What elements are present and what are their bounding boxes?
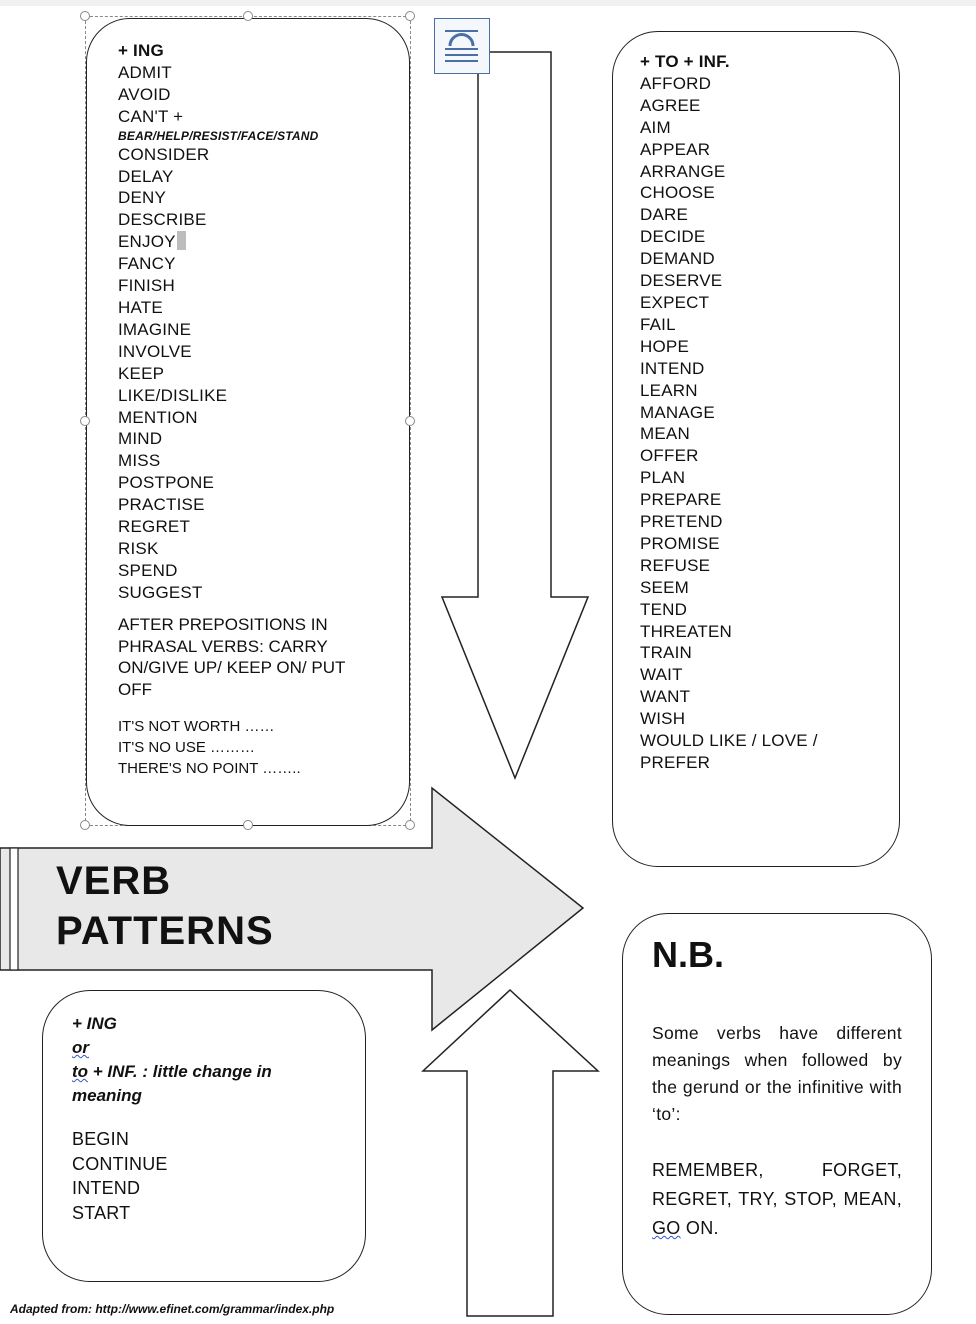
list-item: ENJOY	[118, 231, 319, 253]
heading-line: meaning	[72, 1086, 142, 1105]
list-item: WANT	[640, 687, 691, 707]
resize-handle[interactable]	[405, 820, 415, 830]
list-item: RISK	[118, 538, 159, 558]
list-item: AVOID	[118, 84, 171, 104]
heading-line: + ING	[72, 1014, 117, 1033]
list-item: DEMAND	[640, 249, 715, 269]
title-line: PATTERNS	[56, 909, 274, 953]
expression-line: IT'S NO USE ………	[118, 739, 256, 756]
list-item: WISH	[640, 709, 686, 729]
list-item: FINISH	[118, 276, 175, 296]
list-item: DESCRIBE	[118, 210, 207, 230]
to-inf-verb-list	[640, 51, 818, 774]
title-line: VERB	[56, 859, 172, 903]
list-item: HOPE	[640, 336, 689, 356]
source-footer: Adapted from: http://www.efinet.com/grammar/index.php	[10, 1302, 335, 1316]
list-item: AFFORD	[640, 73, 712, 93]
ing-expressions	[118, 716, 301, 779]
heading-line: or	[72, 1038, 89, 1057]
resize-handle[interactable]	[405, 11, 415, 21]
resize-handle[interactable]	[80, 820, 90, 830]
list-item: TEND	[640, 599, 688, 619]
list-item: THREATEN	[640, 621, 732, 641]
list-item: PREPARE	[640, 490, 722, 510]
resize-handle[interactable]	[243, 820, 253, 830]
list-item: MISS	[118, 451, 161, 471]
list-item: PRACTISE	[118, 495, 205, 515]
up-arrow	[423, 990, 598, 1316]
ing-or-to-inf-verb-list	[72, 1127, 168, 1225]
resize-handle[interactable]	[405, 416, 415, 426]
list-item: INTEND	[640, 358, 705, 378]
list-item: AIM	[640, 117, 671, 137]
layout-options-icon[interactable]	[434, 18, 490, 74]
phrasal-verbs-note: AFTER PREPOSITIONS IN PHRASAL VERBS: CARRY ON/GIVE UP/ KEEP ON/ PUT OFF	[118, 615, 346, 699]
list-item: AGREE	[640, 95, 701, 115]
ing-verb-list	[118, 40, 319, 604]
list-item: PRETEND	[640, 512, 723, 532]
list-item: BEGIN	[72, 1129, 130, 1149]
list-item: EXPECT	[640, 292, 710, 312]
resize-handle[interactable]	[243, 11, 253, 21]
nb-verb-list: REMEMBER, FORGET, REGRET, TRY, STOP, MEAN, GO ON.	[652, 1160, 902, 1238]
list-item: HATE	[118, 297, 163, 317]
list-item: MANAGE	[640, 402, 715, 422]
list-item: SEEM	[640, 577, 689, 597]
list-item: OFFER	[640, 446, 699, 466]
list-item: POSTPONE	[118, 473, 215, 493]
list-item: CAN'T +	[118, 106, 184, 126]
list-item: FANCY	[118, 254, 176, 274]
list-item: LIKE/DISLIKE	[118, 385, 228, 405]
list-item: PREFER	[640, 753, 711, 772]
list-item: TRAIN	[640, 643, 692, 663]
ing-header: + ING	[118, 41, 164, 60]
expression-line: IT'S NOT WORTH ……	[118, 718, 275, 735]
list-item: CONSIDER	[118, 144, 210, 164]
list-item: SPEND	[118, 560, 178, 580]
list-item: REFUSE	[640, 555, 711, 575]
cant-detail: BEAR/HELP/RESIST/FACE/STAND	[118, 128, 319, 143]
list-item: PLAN	[640, 468, 686, 488]
list-item: MENTION	[118, 407, 198, 427]
page-title	[56, 856, 274, 956]
list-item: MIND	[118, 429, 163, 449]
list-item: IMAGINE	[118, 319, 192, 339]
list-item: REGRET	[118, 517, 191, 537]
list-item: KEEP	[118, 363, 165, 383]
resize-handle[interactable]	[80, 11, 90, 21]
list-item: DECIDE	[640, 227, 706, 247]
list-item: APPEAR	[640, 139, 711, 159]
to-inf-header: + TO + INF.	[640, 52, 730, 71]
list-item: START	[72, 1202, 131, 1223]
list-item: SUGGEST	[118, 582, 203, 602]
list-item: ADMIT	[118, 62, 172, 82]
list-item: ARRANGE	[640, 161, 726, 181]
down-arrow	[442, 52, 588, 778]
list-item: DELAY	[118, 166, 174, 186]
expression-line: THERE'S NO POINT ……..	[118, 760, 301, 777]
list-item: INVOLVE	[118, 341, 192, 361]
text-cursor	[177, 231, 186, 250]
list-item: MEAN	[640, 424, 690, 444]
list-item: PROMISE	[640, 533, 720, 553]
list-item: DESERVE	[640, 271, 723, 291]
list-item: INTEND	[72, 1178, 141, 1198]
list-item: DARE	[640, 205, 689, 225]
heading-line: to + INF. : little change in	[72, 1062, 272, 1081]
resize-handle[interactable]	[80, 416, 90, 426]
list-item: CHOOSE	[640, 183, 715, 203]
list-item: DENY	[118, 188, 167, 208]
list-item: FAIL	[640, 314, 676, 334]
list-item: CONTINUE	[72, 1153, 168, 1174]
nb-title: N.B.	[652, 934, 724, 975]
ing-or-to-inf-heading	[72, 1012, 272, 1108]
list-item: LEARN	[640, 380, 698, 400]
list-item: WOULD LIKE / LOVE /	[640, 731, 818, 751]
list-item: WAIT	[640, 665, 683, 685]
nb-explanation: Some verbs have different meanings when followed by the gerund or the infinitive with ‘to’:	[652, 1023, 902, 1124]
